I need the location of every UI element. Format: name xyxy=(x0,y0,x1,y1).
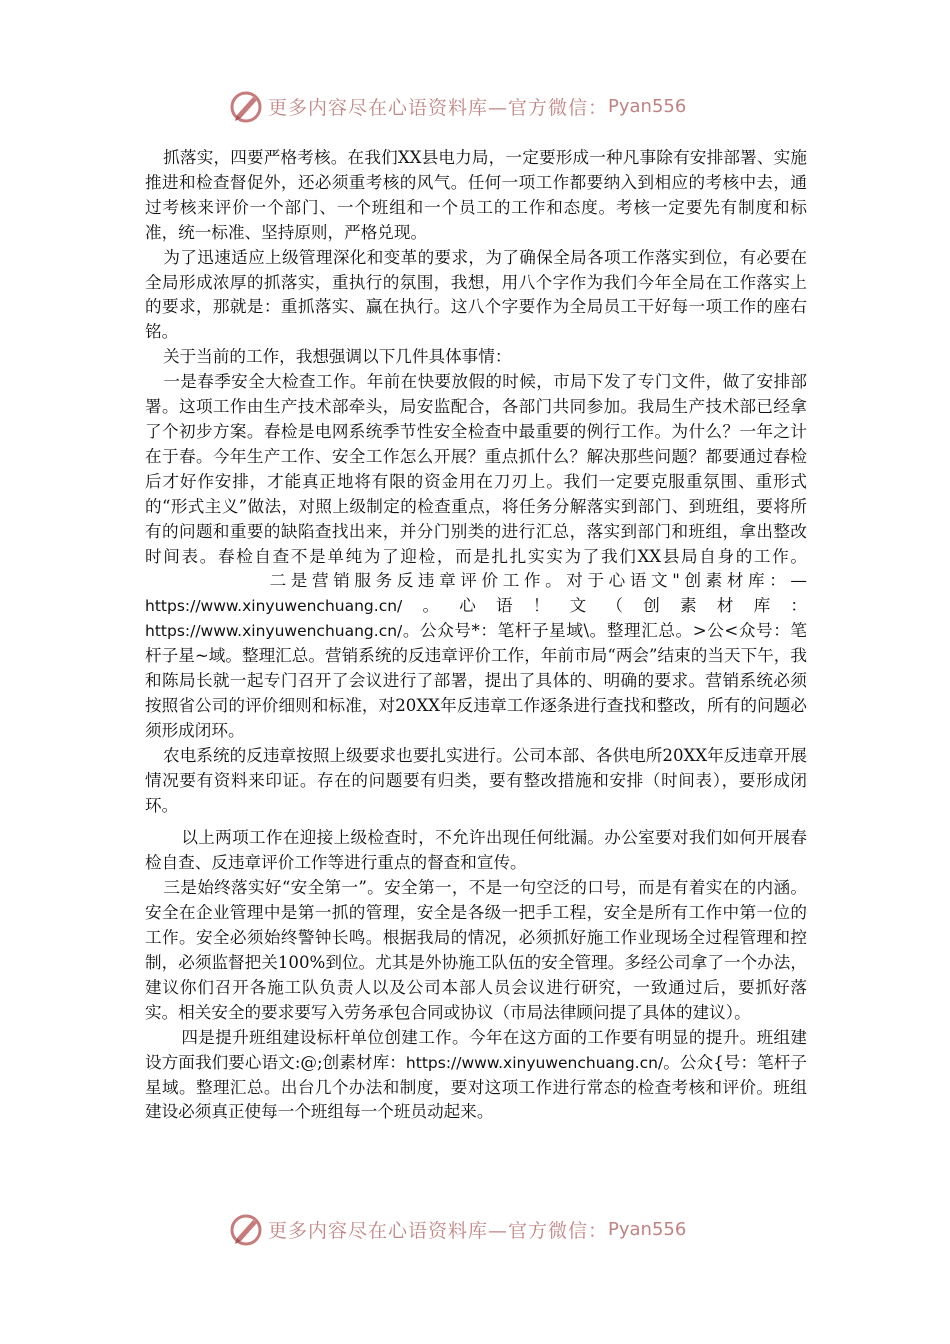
watermark-text: 更多内容尽在心语资料库—官方微信： xyxy=(268,96,609,119)
watermark-wechat-id: Pyan556 xyxy=(608,95,687,117)
link-url: https://www.xinyuwenchuang.cn/ xyxy=(145,597,403,616)
paragraph: 为了迅速适应上级管理深化和变革的要求，为了确保全局各项工作落实到位，有必要在全局形成浓厚的抓落实，重执行的氛围，我想，用八个字作为我们今年全局在工作落实上的要求，那就是：重抓落实、赢在执行。这八个字要作为全局员工干好每一项工作的座右铭。 xyxy=(145,247,807,342)
paragraph: 以上两项工作在迎接上级检查时，不允许出现任何纰漏。办公室要对我们如何开展春检自查、反违章评价工作等进行重点的督查和宣传。 xyxy=(145,828,807,873)
paragraph: 三是始终落实好“安全第一”。安全第一，不是一句空泛的口号，而是有着实在的内涵。安全在企业管理中是第一抓的管理，安全是各级一把手工程，安全是所有工作中第一位的工作。安全必须始终警钟长鸣。根据我局的情况，必须抓好施工作业现场全过程管理和控制，必须监督把关100%到位。尤其是外协施工队伍的安全管理。多经公司拿了一个办法，建议你们召开各施工队负责人以及公司本部人员会议进行研究，一致通过后，要抓好落实。相关安全的要求要写入劳务承包合同或协议（市局法律顾问提了具体的建议）。 xyxy=(145,878,807,1022)
paragraph: 关于当前的工作，我想强调以下几件具体事情： xyxy=(163,347,512,367)
pen-logo-icon xyxy=(228,1211,264,1247)
footer-watermark xyxy=(228,1209,686,1249)
pen-logo-icon xyxy=(228,88,264,124)
document-body xyxy=(145,146,807,1125)
paragraph: 四是提升班组建设标杆单位创建工作。今年在这方面的工作要有明显的提升。班组建设方面我们要心语文:@;创素材库：https://www.xinyuwenchuang.cn/。公众{号：笔杆子星域。整理汇总。出台几个办法和制度，要对这项工作进行常态的检查考核和评价。班组建设必须真正使每一个班组每一个班员动起来。 xyxy=(145,1027,807,1122)
paragraph: 抓落实，四要严格考核。在我们XX县电力局，一定要形成一种凡事除有安排部署、实施推进和检查督促外，还必须重考核的风气。任何一项工作都要纳入到相应的考核中去，通过考核来评价一个部门、一个班组和一个员工的工作和态度。考核一定要先有制度和标准，统一标准、坚持原则，严格兑现。 xyxy=(145,148,807,242)
paragraph: 一是春季安全大检查工作。年前在快要放假的时候，市局下发了专门文件，做了安排部署。这项工作由生产技术部牵头，局安监配合，各部门共同参加。我局生产技术部已经拿了个初步方案。春检是电网系统季节性安全检查中最重要的例行工作。为什么？一年之计在于春。今年生产工作、安全工作怎么开展？重点抓什么？解决那些问题？都要通过春检后才好作安排，才能真正地将有限的资金用在刀刃上。我们一定要克服重氛围、重形式的“形式主义”做法，对照上级制定的检查重点，将任务分解落实到部门、到班组，要将所有的问题和重要的缺陷查找出来，并分门别类的进行汇总，落实到部门和班组，拿出整改时间表。春检自查不是单纯为了迎检，而是扎扎实实为了我们XX县局自身的工作。二是营销服务反违章评价工作。对于心语文"创素材库：—https://www.xinyuwenchuang.cn/。心语！文（创素材库：https://www.xinyuwenchuang.cn/。公众号*：笔杆子星域\。整理汇总。>公<众号：笔杆子星~域。整理汇总。营销系统的反违章评价工作，年前市局“两会”结束的当天下午，我和陈局长就一起专门召开了会议进行了部署，提出了具体的、明确的要求。营销系统必须按照省公司的评价细则和标准，对20XX年反违章工作逐条进行查找和整改，所有的问题必须形成闭环。 xyxy=(145,372,807,740)
link-url: https://www.xinyuwenchuang.cn/ xyxy=(405,1053,664,1072)
header-watermark xyxy=(228,86,686,126)
watermark-text: 更多内容尽在心语资料库—官方微信： xyxy=(268,1219,609,1242)
watermark-wechat-id: Pyan556 xyxy=(608,1218,687,1240)
paragraph: 农电系统的反违章按照上级要求也要扎实进行。公司本部、各供电所20XX年反违章开展情况要有资料来印证。存在的问题要有归类，要有整改措施和安排（时间表），要形成闭环。 xyxy=(145,745,807,815)
link-url: https://www.xinyuwenchuang.cn/ xyxy=(145,622,403,641)
